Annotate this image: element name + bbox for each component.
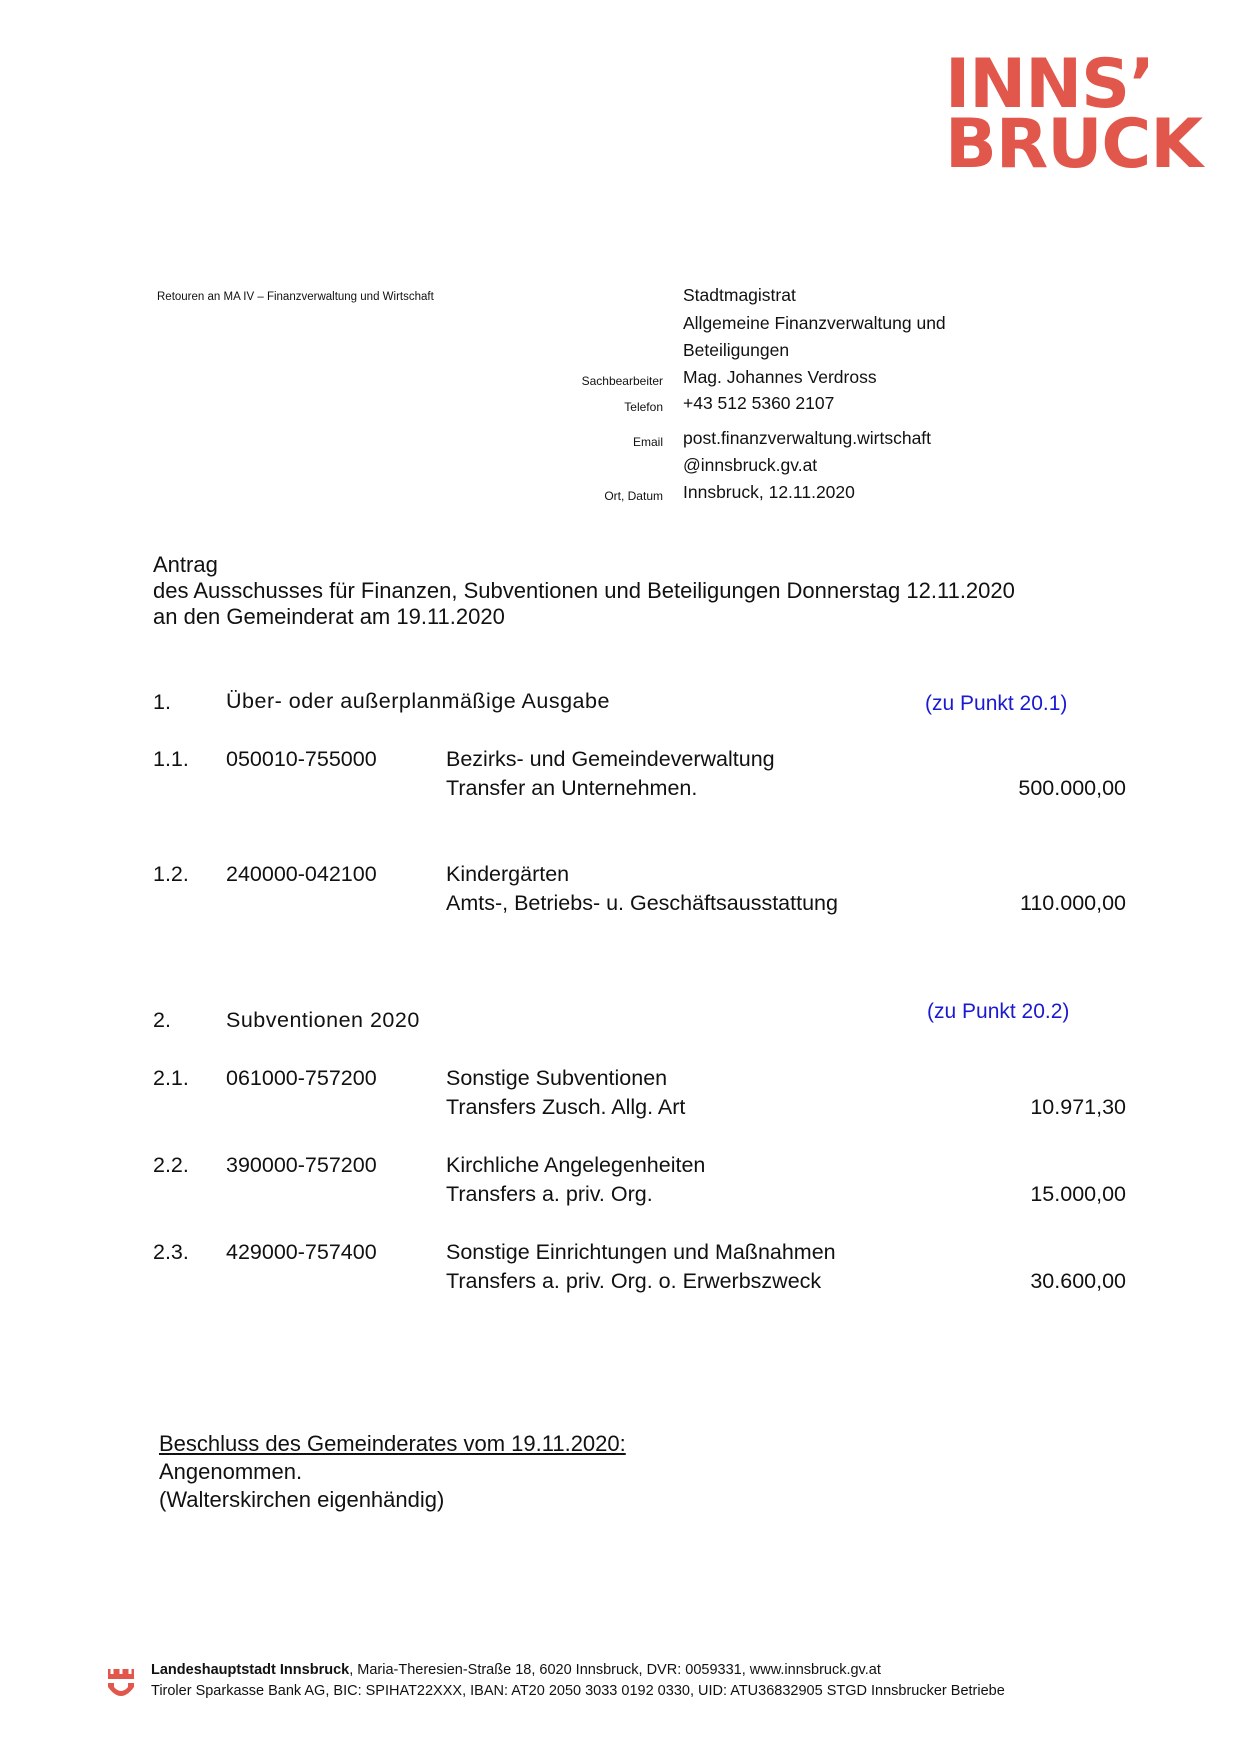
item-1-2-desc1: Kindergärten [446,862,570,886]
phone-number: +43 512 5360 2107 [683,393,835,413]
resolution-note: (Walterskirchen eigenhändig) [159,1487,445,1512]
item-2-1-desc2: Transfers Zusch. Allg. Art [446,1095,686,1119]
item-1-1-amount: 500.000,00 [1018,776,1126,800]
office-line-2: Allgemeine Finanzverwaltung und [683,313,946,333]
item-2-2-account: 390000-757200 [226,1153,377,1177]
section-2-title: Subventionen 2020 [226,1008,420,1032]
logo-line-1: INNS’ [945,45,1154,124]
item-1-1-account: 050010-755000 [226,747,377,771]
item-2-3-account: 429000-757400 [226,1240,377,1264]
item-2-1-amount: 10.971,30 [1030,1095,1126,1119]
return-address: Retouren an MA IV – Finanzverwaltung und Wirtschaft [157,291,434,303]
section-2-number: 2. [153,1008,171,1032]
office-line-1: Stadtmagistrat [683,285,796,305]
item-2-2-desc2: Transfers a. priv. Org. [446,1182,653,1206]
item-2-3-amount: 30.600,00 [1030,1269,1126,1293]
place-date: Innsbruck, 12.11.2020 [683,482,855,502]
city-emblem-icon [106,1665,136,1699]
resolution-block [159,1430,626,1514]
title-line-2: des Ausschusses für Finanzen, Subventionen und Beteiligungen Donnerstag 12.11.2020 [153,578,1015,603]
place-date-label: Ort, Datum [604,489,663,503]
email-line-2[interactable]: @innsbruck.gv.at [683,455,818,475]
item-2-2-desc1: Kirchliche Angelegenheiten [446,1153,706,1177]
innsbruck-logo [945,45,1203,184]
section-1-title: Über- oder außerplanmäßige Ausgabe [226,689,610,713]
item-1-2-desc2: Amts-, Betriebs- u. Geschäftsausstattung [446,891,838,915]
item-2-1-account: 061000-757200 [226,1066,377,1090]
document-title [153,552,1015,630]
item-1-1-desc1: Bezirks- und Gemeindeverwaltung [446,747,775,771]
footer-line-1 [151,1662,881,1678]
item-1-2-amount: 110.000,00 [1019,891,1126,915]
item-2-1-number: 2.1. [153,1066,189,1090]
item-2-3-desc1: Sonstige Einrichtungen und Maßnahmen [446,1240,836,1264]
item-1-1-desc2: Transfer an Unternehmen. [446,776,698,800]
item-2-2-number: 2.2. [153,1153,189,1177]
title-line-1: Antrag [153,552,218,577]
item-2-3-number: 2.3. [153,1240,189,1264]
item-1-1-number: 1.1. [153,747,189,771]
footer-org: Landeshauptstadt Innsbruck [151,1662,350,1678]
clerk-name: Mag. Johannes Verdross [683,367,877,387]
email-label: Email [632,435,663,449]
item-1-2-number: 1.2. [153,862,189,886]
footer-line-2: Tiroler Sparkasse Bank AG, BIC: SPIHAT22XXX, IBAN: AT20 2050 3033 0192 0330, UID: ATU36832905 STGD Innsbrucker Betriebe [151,1683,1005,1699]
title-line-3: an den Gemeinderat am 19.11.2020 [153,604,505,629]
section-1-number: 1. [153,690,171,714]
footer-address: , Maria-Theresien-Straße 18, 6020 Innsbruck, DVR: 0059331, www.innsbruck.gv.at [349,1662,881,1678]
resolution-heading: Beschluss des Gemeinderates vom 19.11.2020: [159,1431,626,1456]
clerk-label: Sachbearbeiter [581,374,663,388]
resolution-result: Angenommen. [159,1459,303,1484]
section-1-reference[interactable]: (zu Punkt 20.1) [925,692,1068,715]
item-2-3-desc2: Transfers a. priv. Org. o. Erwerbszweck [446,1269,822,1293]
section-2-reference[interactable]: (zu Punkt 20.2) [927,1000,1070,1023]
phone-label: Telefon [624,400,663,414]
item-1-2-account: 240000-042100 [226,862,377,886]
item-2-1-desc1: Sonstige Subventionen [446,1066,668,1090]
item-2-2-amount: 15.000,00 [1030,1182,1126,1206]
logo-line-2: BRUCK [945,105,1203,184]
email-line-1[interactable]: post.finanzverwaltung.wirtschaft [683,428,932,448]
office-line-3: Beteiligungen [683,340,790,360]
